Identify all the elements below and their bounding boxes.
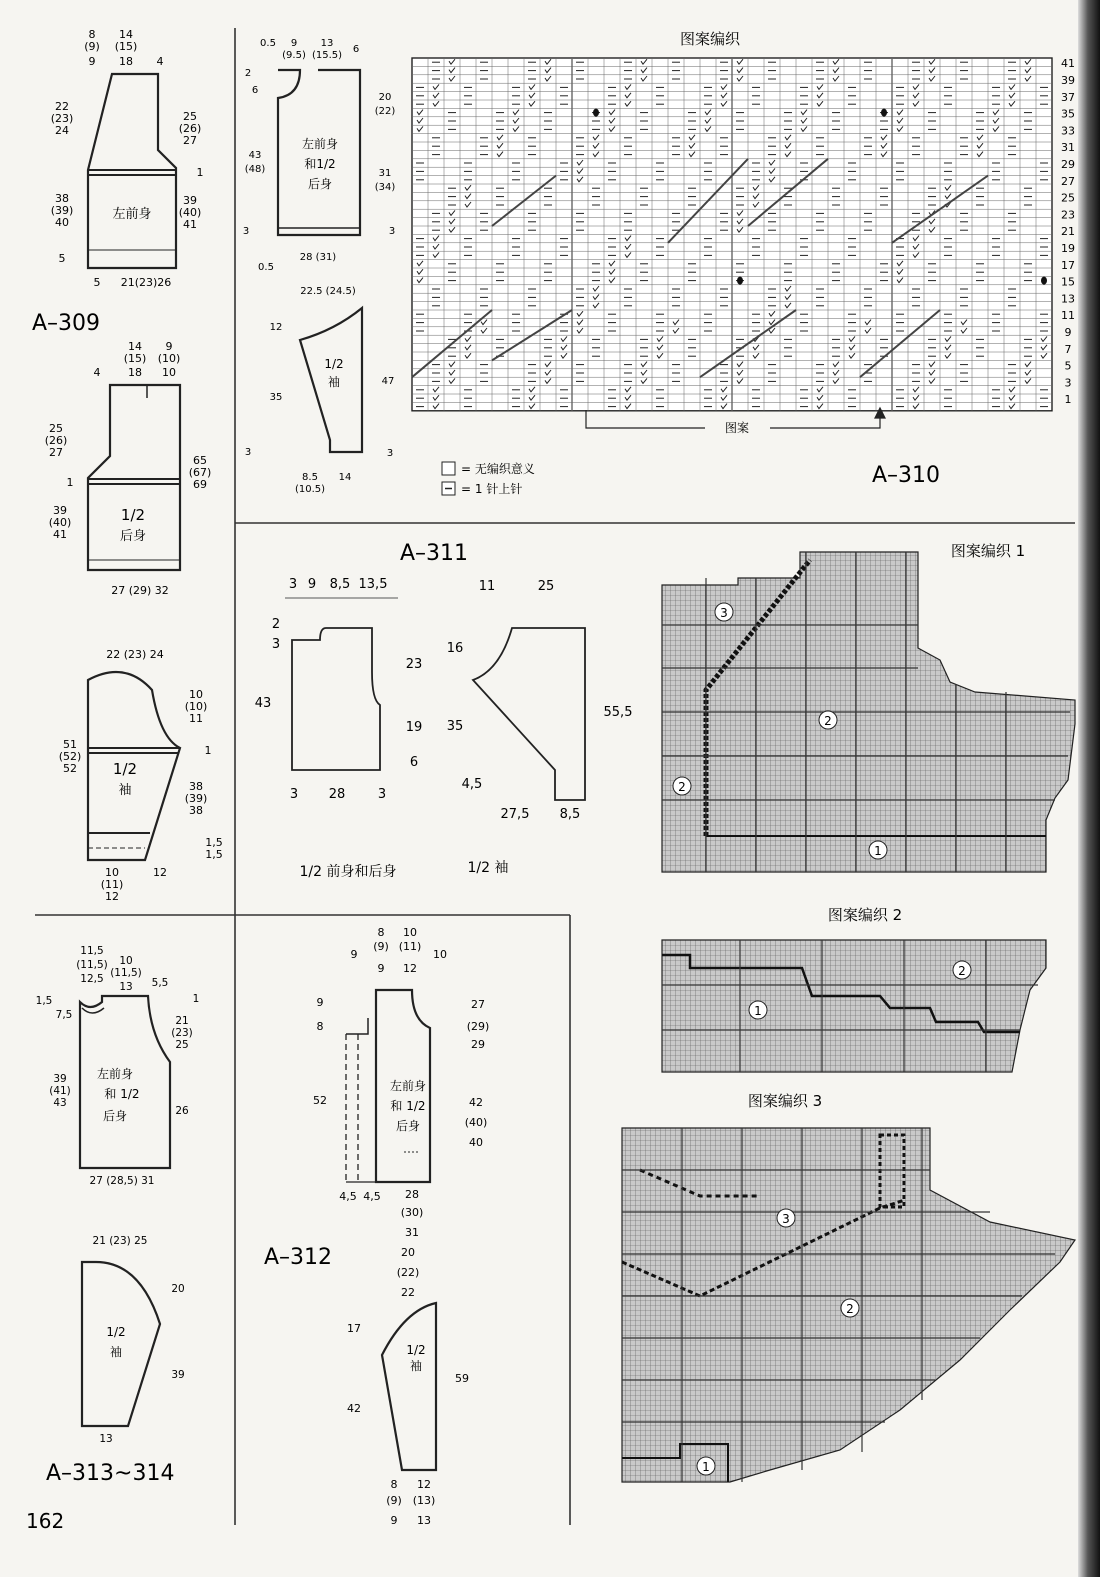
chart1-marker-1: 1: [874, 844, 882, 858]
a312-body-top-2b: (9): [373, 940, 389, 953]
a310-body-top-6: 6: [352, 44, 360, 55]
a313-body-label-1: 左前身: [96, 1067, 134, 1081]
chart1-marker-3: 3: [720, 606, 728, 620]
row-number: 25: [1061, 191, 1075, 205]
a309-front-right-lo-3: 41: [183, 218, 197, 231]
row-number: 5: [1064, 359, 1072, 373]
a312-body-width-2: (30): [400, 1206, 424, 1219]
a312-body-right-up-3: 29: [471, 1038, 485, 1051]
book-spine-shadow: [1078, 0, 1100, 1577]
a310-row-numbers: [1061, 57, 1075, 406]
a312-body-label-1: 左前身: [389, 1079, 427, 1093]
a313-sleeve-right-b: 39: [171, 1369, 185, 1381]
legend-blank-text: = 无编织意义: [461, 462, 535, 476]
a310-body-right-top-1: 20: [378, 92, 392, 103]
a309-front-schematic: [51, 28, 204, 289]
a311-body-left-c: 43: [254, 696, 272, 711]
a309-sleeve-label-2: 袖: [118, 783, 132, 798]
a309-back-left-lo-3: 41: [53, 528, 67, 541]
a311-body-right-3: 6: [409, 755, 419, 770]
a310-body-schematic: [243, 38, 396, 273]
a311-body-bottom-1: 3: [289, 787, 299, 802]
a310-stitch-chart: [412, 58, 1052, 411]
a311-body-caption: 1/2 前身和后身: [299, 864, 397, 880]
a309-back-top-2b: (15): [123, 352, 147, 365]
row-number: 11: [1061, 309, 1075, 323]
a313-id: A–313~314: [46, 1461, 175, 1486]
a309-front-right-up-1: 25: [183, 110, 197, 123]
a310-body-top-3: (9.5): [282, 50, 306, 61]
a309-back-left-up-3: 27: [49, 446, 63, 459]
a309-sleeve-right-lo-3: 38: [189, 804, 203, 817]
a310-body-right-1: 31: [378, 168, 392, 179]
a312-sleeve-bottom-left-2: (9): [386, 1494, 402, 1507]
a309-front-label: 左前身: [112, 207, 152, 222]
a312-sleeve-label-1: 1/2: [406, 1343, 426, 1357]
a309-front-right-lo-1: 39: [183, 194, 197, 207]
a310-body-right-top-2: (22): [374, 106, 396, 117]
a310-body-hem-left: 3: [242, 226, 250, 237]
a310-id: A–310: [872, 463, 941, 488]
a313-body-left-2: (41): [49, 1085, 71, 1097]
a310-body-hem-right: 3: [388, 226, 396, 237]
row-number: 39: [1061, 74, 1075, 87]
a309-back-top-3c: 10: [162, 366, 176, 379]
a310-sleeve-left-a: 12: [269, 322, 283, 333]
a309-sleeve-marker: 1: [204, 744, 212, 757]
a311-sleeve-left-2: 35: [446, 719, 464, 734]
a310-body-right-2: (34): [374, 182, 396, 193]
a309-sleeve-cuff-b: 1,5: [205, 848, 223, 861]
a309-sleeve-bottom-right: 12: [153, 866, 167, 879]
a311-sleeve-top-2: 25: [537, 579, 555, 594]
a313-sleeve-schematic: [82, 1235, 185, 1445]
chart2-marker-2: 2: [958, 964, 966, 978]
a313-sleeve-label-2: 袖: [109, 1345, 123, 1359]
a309-back-left-up-1: 25: [49, 422, 63, 435]
a309-sleeve-schematic: [59, 648, 223, 903]
a309-front-right-up-3: 27: [183, 134, 197, 147]
a310-body-left-2: (48): [244, 164, 266, 175]
a313-body-right-top-1: 21: [175, 1015, 189, 1027]
a310-body-bottom-b: 28 (31): [299, 252, 337, 263]
a309-sleeve-right-lo-2: (39): [184, 792, 208, 805]
a313-body-top-2b: (11,5): [110, 967, 142, 979]
a310-sleeve-top: 22.5 (24.5): [300, 286, 356, 297]
a313-sleeve-bottom: 13: [99, 1433, 113, 1445]
chart2-grid: [662, 940, 1046, 1072]
row-number: 29: [1061, 158, 1075, 171]
a313-body-right: 26: [175, 1105, 189, 1117]
chart3-marker-1: 1: [702, 1460, 710, 1474]
legend-blank-swatch: [442, 462, 455, 475]
a313-sleeve-top: 21 (23) 25: [92, 1235, 148, 1247]
a309-sleeve-right-up-3: 11: [189, 712, 203, 725]
a311-sleeve-schematic: [447, 579, 633, 876]
a309-sleeve-left-3: 52: [63, 762, 77, 775]
a313-body-top-3: 5,5: [151, 977, 169, 989]
a312-body-top-2a: 8: [377, 926, 385, 939]
a312-body-right-lo-2: (40): [464, 1116, 488, 1129]
a312-sleeve-top-3: 22: [401, 1286, 415, 1299]
a310-repeat-label: 图案: [724, 421, 750, 435]
a309-front-top-2b: (15): [114, 40, 138, 53]
a312-body-left-2: 8: [316, 1020, 324, 1033]
a313-body-bottom: 27 (28,5) 31: [89, 1175, 155, 1187]
a312-sleeve-top-1: 20: [401, 1246, 415, 1259]
a312-body-top-1: 9: [350, 948, 358, 961]
a311-body-right-2: 19: [405, 720, 423, 735]
a313-sleeve-right-a: 20: [171, 1283, 185, 1295]
a310-sleeve-bottom-b: 14: [338, 472, 352, 483]
a312-sleeve-bottom-left-3: 9: [390, 1514, 398, 1527]
a312-body-top-2c: 9: [377, 962, 385, 975]
a313-body-top-2a: 10: [119, 955, 133, 967]
a312-id: A–312: [264, 1245, 333, 1270]
a309-sleeve-right-up-2: (10): [184, 700, 208, 713]
a309-front-left-up-1: 22: [55, 100, 69, 113]
a309-front-top-2a: 14: [119, 28, 133, 41]
row-number: 23: [1061, 208, 1075, 222]
chart1-title: 图案编织 1: [950, 542, 1026, 560]
row-number: 13: [1061, 292, 1075, 306]
a309-back-right-2: (67): [188, 466, 212, 479]
a309-front-left-up-2: (23): [50, 112, 74, 125]
a312-body-right-up-2: (29): [466, 1020, 490, 1033]
row-number: 17: [1061, 258, 1075, 272]
a313-body-top-2c: 13: [119, 981, 133, 993]
a310-body-top-2: 9: [290, 38, 298, 49]
a309-back-bottom: 27 (29) 32: [111, 584, 169, 597]
a313-body-marker: 1: [192, 993, 200, 1005]
a311-sleeve-top-1: 11: [478, 579, 496, 594]
a312-body-schematic: [313, 926, 489, 1239]
chart1-marker-2b: 2: [678, 780, 686, 794]
a312-sleeve-bottom-right-2: (13): [412, 1494, 436, 1507]
a310-body-left-1: 43: [248, 150, 262, 161]
a309-front-top-3: 4: [156, 55, 164, 68]
a312-sleeve-right: 59: [455, 1372, 469, 1385]
a310-body-top-1: 0.5: [260, 38, 276, 49]
row-number: 19: [1061, 242, 1075, 255]
a313-body-top-1a: 11,5: [80, 945, 104, 957]
a313-body-label-2: 和 1/2: [104, 1087, 140, 1101]
a312-sleeve-schematic: [347, 1246, 469, 1527]
a311-body-bottom-3: 3: [377, 787, 387, 802]
a310-sleeve-right: 47: [381, 376, 395, 387]
a312-sleeve-left-2: 42: [347, 1402, 361, 1415]
a309-front-left-lo-3: 40: [55, 216, 69, 229]
chart1-grid: [662, 552, 1075, 872]
a309-back-left-lo-1: 39: [53, 504, 67, 517]
a312-body-right-up-1: 27: [471, 998, 485, 1011]
chart3-title: 图案编织 3: [747, 1092, 823, 1110]
a310-body-label-2: 和1/2: [304, 157, 336, 171]
row-number: 1: [1064, 393, 1072, 407]
a312-sleeve-top-2: (22): [396, 1266, 420, 1279]
a311-body-left-a: 2: [271, 617, 281, 632]
a309-front-top-2c: 18: [119, 55, 133, 68]
a309-sleeve-right-up-1: 10: [189, 688, 203, 701]
a310-sleeve-left-b: 35: [269, 392, 283, 403]
a310-body-label-3: 后身: [307, 177, 333, 191]
a309-back-top-3b: (10): [157, 352, 181, 365]
a309-sleeve-right-lo-1: 38: [189, 780, 203, 793]
a309-sleeve-bottom-left-2: (11): [100, 878, 124, 891]
chart3-marker-3: 3: [782, 1212, 790, 1226]
a311-body-left-b: 3: [271, 637, 281, 652]
a310-chart-title: 图案编织: [679, 30, 741, 48]
a312-body-top-3a: 10: [403, 926, 417, 939]
chart3-marker-2: 2: [846, 1302, 854, 1316]
a311-body-bottom-2: 28: [328, 787, 346, 802]
row-number: 27: [1061, 174, 1075, 188]
a312-sleeve-bottom-right-3: 13: [417, 1514, 431, 1527]
a309-back-top-3a: 9: [165, 340, 173, 353]
a309-back-right-3: 69: [193, 478, 207, 491]
a310-sleeve-bottom-a: 8.5: [302, 472, 318, 483]
a309-sleeve-cuff-a: 1,5: [205, 836, 223, 849]
a311-sleeve-left-1: 16: [446, 641, 464, 656]
a312-body-label-3: 后身: [395, 1119, 421, 1133]
a312-body-top-3c: 12: [403, 962, 417, 975]
a311-sleeve-right: 55,5: [603, 705, 633, 720]
a309-id: A–309: [32, 311, 101, 336]
a310-body-top-4: 13: [320, 38, 334, 49]
a312-body-width-1: 28: [405, 1188, 419, 1201]
a309-front-marker: 1: [196, 166, 204, 179]
legend-dash-text: = 1 针上针: [461, 482, 523, 496]
a313-body-left-1: 39: [53, 1073, 67, 1085]
a311-sleeve-bottom-1: 27,5: [500, 807, 530, 822]
a310-body-bottom-a: 0.5: [258, 262, 274, 273]
a310-sleeve-left-c: 3: [244, 447, 252, 458]
row-number: 41: [1061, 57, 1075, 71]
a310-legend: [442, 461, 535, 496]
a310-sleeve-bottom-a2: (10.5): [294, 484, 326, 495]
a312-body-left-3: 52: [313, 1094, 327, 1107]
a309-front-left-lo-1: 38: [55, 192, 69, 205]
a310-body-left-top-a: 2: [244, 68, 252, 79]
a313-sleeve-label-1: 1/2: [106, 1325, 126, 1339]
a312-body-left-1: 9: [316, 996, 324, 1009]
a311-sleeve-bottom-2: 8,5: [559, 807, 581, 822]
a313-body-label-3: 后身: [102, 1109, 128, 1123]
a309-back-left-up-2: (26): [44, 434, 68, 447]
a312-body-bottom-2: 4,5: [363, 1190, 381, 1203]
a312-body-width-3: 31: [405, 1226, 419, 1239]
a309-back-right-1: 65: [193, 454, 207, 467]
a313-body-left-b: 7,5: [55, 1009, 73, 1021]
row-number: 31: [1061, 141, 1075, 155]
a311-id: A–311: [400, 541, 469, 566]
a309-front-top-1b: (9): [84, 40, 100, 53]
a311-sleeve-left-3: 4,5: [461, 777, 483, 792]
a309-sleeve-top: 22 (23) 24: [106, 648, 164, 661]
page-number: 162: [26, 1509, 65, 1533]
a309-front-left-up-3: 24: [55, 124, 69, 137]
a312-body-bottom-1: 4,5: [339, 1190, 357, 1203]
row-number: 21: [1061, 225, 1075, 239]
a312-body-label-2: 和 1/2: [390, 1099, 426, 1113]
a310-sleeve-schematic: [245, 286, 395, 495]
a309-front-bottom-b: 21(23)26: [120, 276, 172, 289]
chart3-grid: [622, 1128, 1075, 1482]
a311-sleeve-caption: 1/2 袖: [467, 860, 509, 876]
a309-sleeve-bottom-left-3: 12: [105, 890, 119, 903]
a313-body-top-1c: 12,5: [80, 973, 104, 985]
row-number: 9: [1064, 326, 1072, 339]
a309-front-right-lo-2: (40): [178, 206, 202, 219]
a311-body-top-4: 13,5: [358, 577, 388, 592]
a309-back-top-2a: 14: [128, 340, 142, 353]
a312-sleeve-left-1: 17: [347, 1322, 361, 1335]
a313-body-top-1b: (11,5): [76, 959, 108, 971]
a309-sleeve-label-1: 1/2: [112, 760, 138, 778]
a309-back-marker: 1: [66, 476, 74, 489]
a309-front-left-hem: 5: [58, 252, 66, 265]
a310-sleeve-label-1: 1/2: [324, 357, 344, 371]
a309-front-top-1c: 9: [88, 55, 96, 68]
row-number: 3: [1064, 376, 1072, 390]
row-number: 33: [1061, 124, 1075, 138]
a310-body-label-1: 左前身: [301, 137, 339, 151]
a309-back-schematic: [45, 340, 212, 597]
a309-sleeve-left-1: 51: [63, 738, 77, 751]
a312-body-right-lo-1: 42: [469, 1096, 483, 1109]
a312-body-right-lo-3: 40: [469, 1136, 483, 1149]
a313-body-right-top-2: (23): [171, 1027, 193, 1039]
chart1-marker-2: 2: [824, 714, 832, 728]
a310-body-top-5: (15.5): [311, 50, 343, 61]
a312-sleeve-label-2: 袖: [409, 1359, 423, 1373]
a311-body-top-1: 3: [288, 577, 298, 592]
a312-body-top-3b: (11): [398, 940, 422, 953]
a310-sleeve-label-2: 袖: [327, 375, 341, 389]
a312-sleeve-bottom-right-1: 12: [417, 1478, 431, 1491]
row-number: 37: [1061, 90, 1075, 104]
a309-front-bottom-a: 5: [93, 276, 101, 289]
a310-body-left-top-b: 6: [251, 85, 259, 96]
a313-body-right-top-3: 25: [175, 1039, 189, 1051]
a309-front-left-lo-2: (39): [50, 204, 74, 217]
chart2-marker-1: 1: [754, 1004, 762, 1018]
a311-body-top-3: 8,5: [329, 577, 351, 592]
a309-back-top-2c: 18: [128, 366, 142, 379]
a309-sleeve-left-2: (52): [58, 750, 82, 763]
a311-body-right-1: 23: [405, 657, 423, 672]
row-number: 15: [1061, 275, 1075, 289]
a309-back-left-lo-2: (40): [48, 516, 72, 529]
a313-body-left-a: 1,5: [35, 995, 53, 1007]
a312-body-top-4: 10: [433, 948, 447, 961]
a309-front-top-1a: 8: [88, 28, 96, 41]
a309-front-right-up-2: (26): [178, 122, 202, 135]
a309-back-label-2: 后身: [119, 529, 147, 544]
a309-sleeve-bottom-left-1: 10: [105, 866, 119, 879]
a311-body-top-2: 9: [307, 577, 317, 592]
a313-body-left-3: 43: [53, 1097, 67, 1109]
a310-sleeve-right-b: 3: [386, 448, 394, 459]
a309-back-label-1: 1/2: [120, 506, 146, 524]
row-number: 7: [1064, 342, 1072, 356]
a309-back-top-1: 4: [93, 366, 101, 379]
row-number: 35: [1061, 107, 1075, 121]
a311-body-schematic: [255, 577, 423, 880]
chart2-title: 图案编织 2: [827, 906, 903, 924]
a312-sleeve-bottom-left-1: 8: [390, 1478, 398, 1491]
